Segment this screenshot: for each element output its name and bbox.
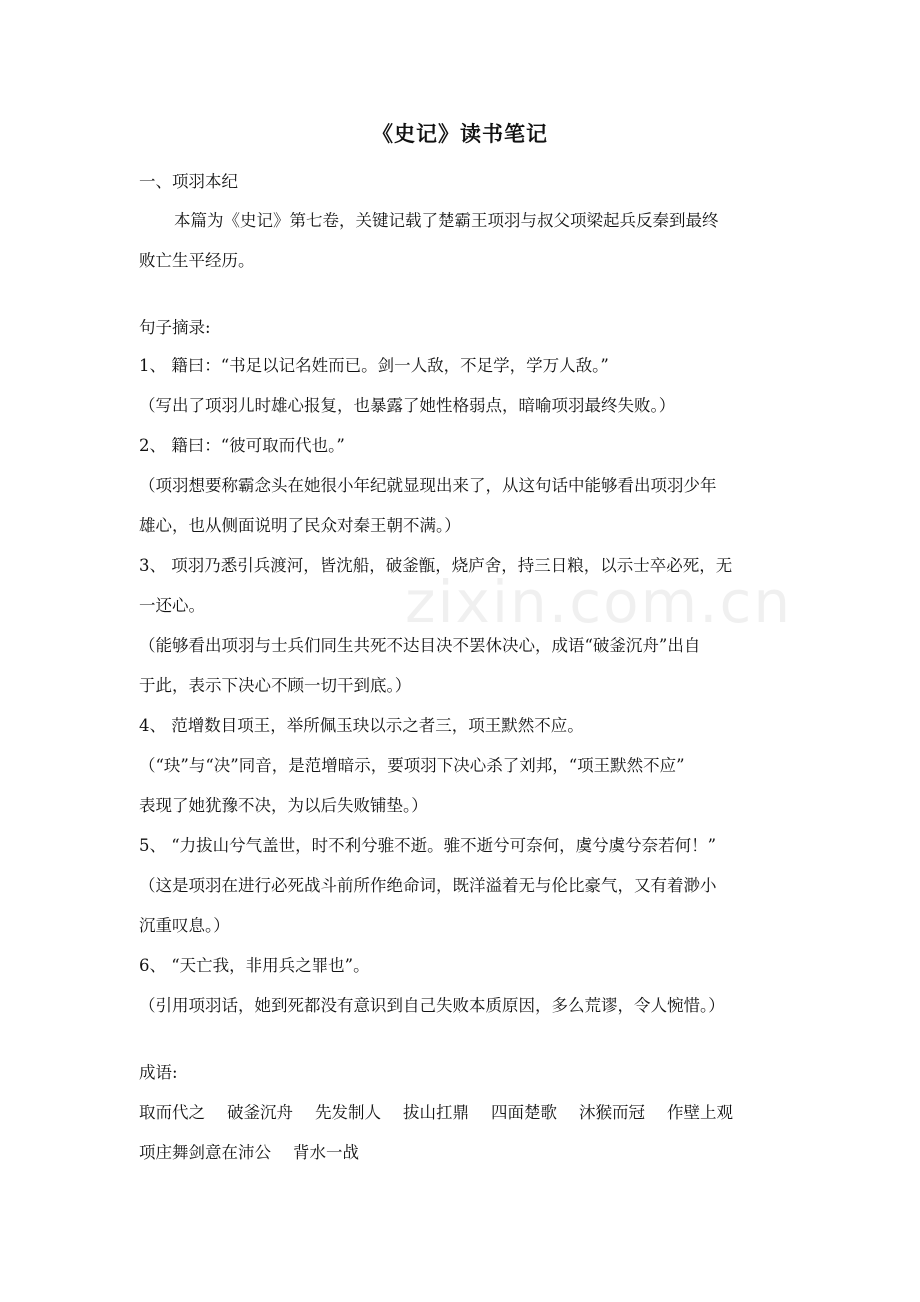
idiom: 项庄舞剑意在沛公 — [139, 1143, 271, 1162]
idiom: 沐猴而冠 — [579, 1103, 645, 1122]
idiom: 先发制人 — [315, 1103, 381, 1122]
quote-line: （引用项羽话，她到死都没有意识到自己失败本质原因，多么荒谬，令人惋惜。） — [139, 996, 725, 1015]
intro-line: 本篇为《史记》第七卷，关键记载了楚霸王项羽与叔父项梁起兵反秦到最终 — [174, 211, 719, 230]
idiom: 四面楚歌 — [491, 1103, 557, 1122]
quote-line: 4、 范增数目项王，举所佩玉玦以示之者三，项王默然不应。 — [139, 716, 584, 735]
quote-line: 3、 项羽乃悉引兵渡河，皆沈船，破釜甑，烧庐舍，持三日粮，以示士卒必死，无 — [139, 556, 733, 575]
quote-line: 表现了她犹豫不决，为以后失败铺垫。） — [139, 796, 428, 815]
quote-line: 2、 籍曰：“彼可取而代也。” — [139, 436, 345, 455]
idiom: 作壁上观 — [667, 1103, 733, 1122]
idiom: 取而代之 — [139, 1103, 205, 1122]
idiom: 背水一战 — [293, 1143, 359, 1162]
quote-line: 6、 “天亡我，非用兵之罪也”。 — [139, 956, 370, 975]
quote-line: （写出了项羽儿时雄心报复，也暴露了她性格弱点，暗喻项羽最终失败。） — [139, 396, 676, 415]
quote-line: 一还心。 — [139, 596, 205, 615]
section-heading: 一、项羽本纪 — [139, 172, 238, 191]
idiom: 拔山扛鼎 — [403, 1103, 469, 1122]
document-title: 《史记》读书笔记 — [372, 121, 548, 146]
quotes-heading: 句子摘录: — [139, 318, 211, 337]
idioms-heading: 成语: — [139, 1063, 178, 1082]
quote-line: 5、 “力拔山兮气盖世，时不利兮骓不逝。骓不逝兮可奈何，虞兮虞兮奈若何！” — [139, 836, 717, 855]
quote-line: 1、 籍曰：“书足以记名姓而已。剑一人敌，不足学，学万人敌。” — [139, 356, 609, 375]
quote-line: （这是项羽在进行必死战斗前所作绝命词，既洋溢着无与伦比豪气，又有着渺小 — [139, 876, 717, 895]
quote-line: 雄心，也从侧面说明了民众对秦王朝不满。） — [139, 516, 461, 535]
quote-line: （项羽想要称霸念头在她很小年纪就显现出来了，从这句话中能够看出项羽少年 — [139, 476, 717, 495]
idiom-list — [139, 1101, 799, 1165]
quote-line: （“玦”与“决”同音，是范增暗示，要项羽下决心杀了刘邦，“项王默然不应” — [139, 756, 685, 775]
quote-line: （能够看出项羽与士兵们同生共死不达目决不罢休决心，成语“破釜沉舟”出自 — [139, 636, 701, 655]
idiom: 破釜沉舟 — [227, 1103, 293, 1122]
quote-line: 于此，表示下决心不顾一切干到底。） — [139, 676, 412, 695]
watermark: zixin.com.cn — [405, 568, 793, 636]
quote-line: 沉重叹息。） — [139, 916, 230, 935]
intro-line: 败亡生平经历。 — [139, 251, 255, 270]
